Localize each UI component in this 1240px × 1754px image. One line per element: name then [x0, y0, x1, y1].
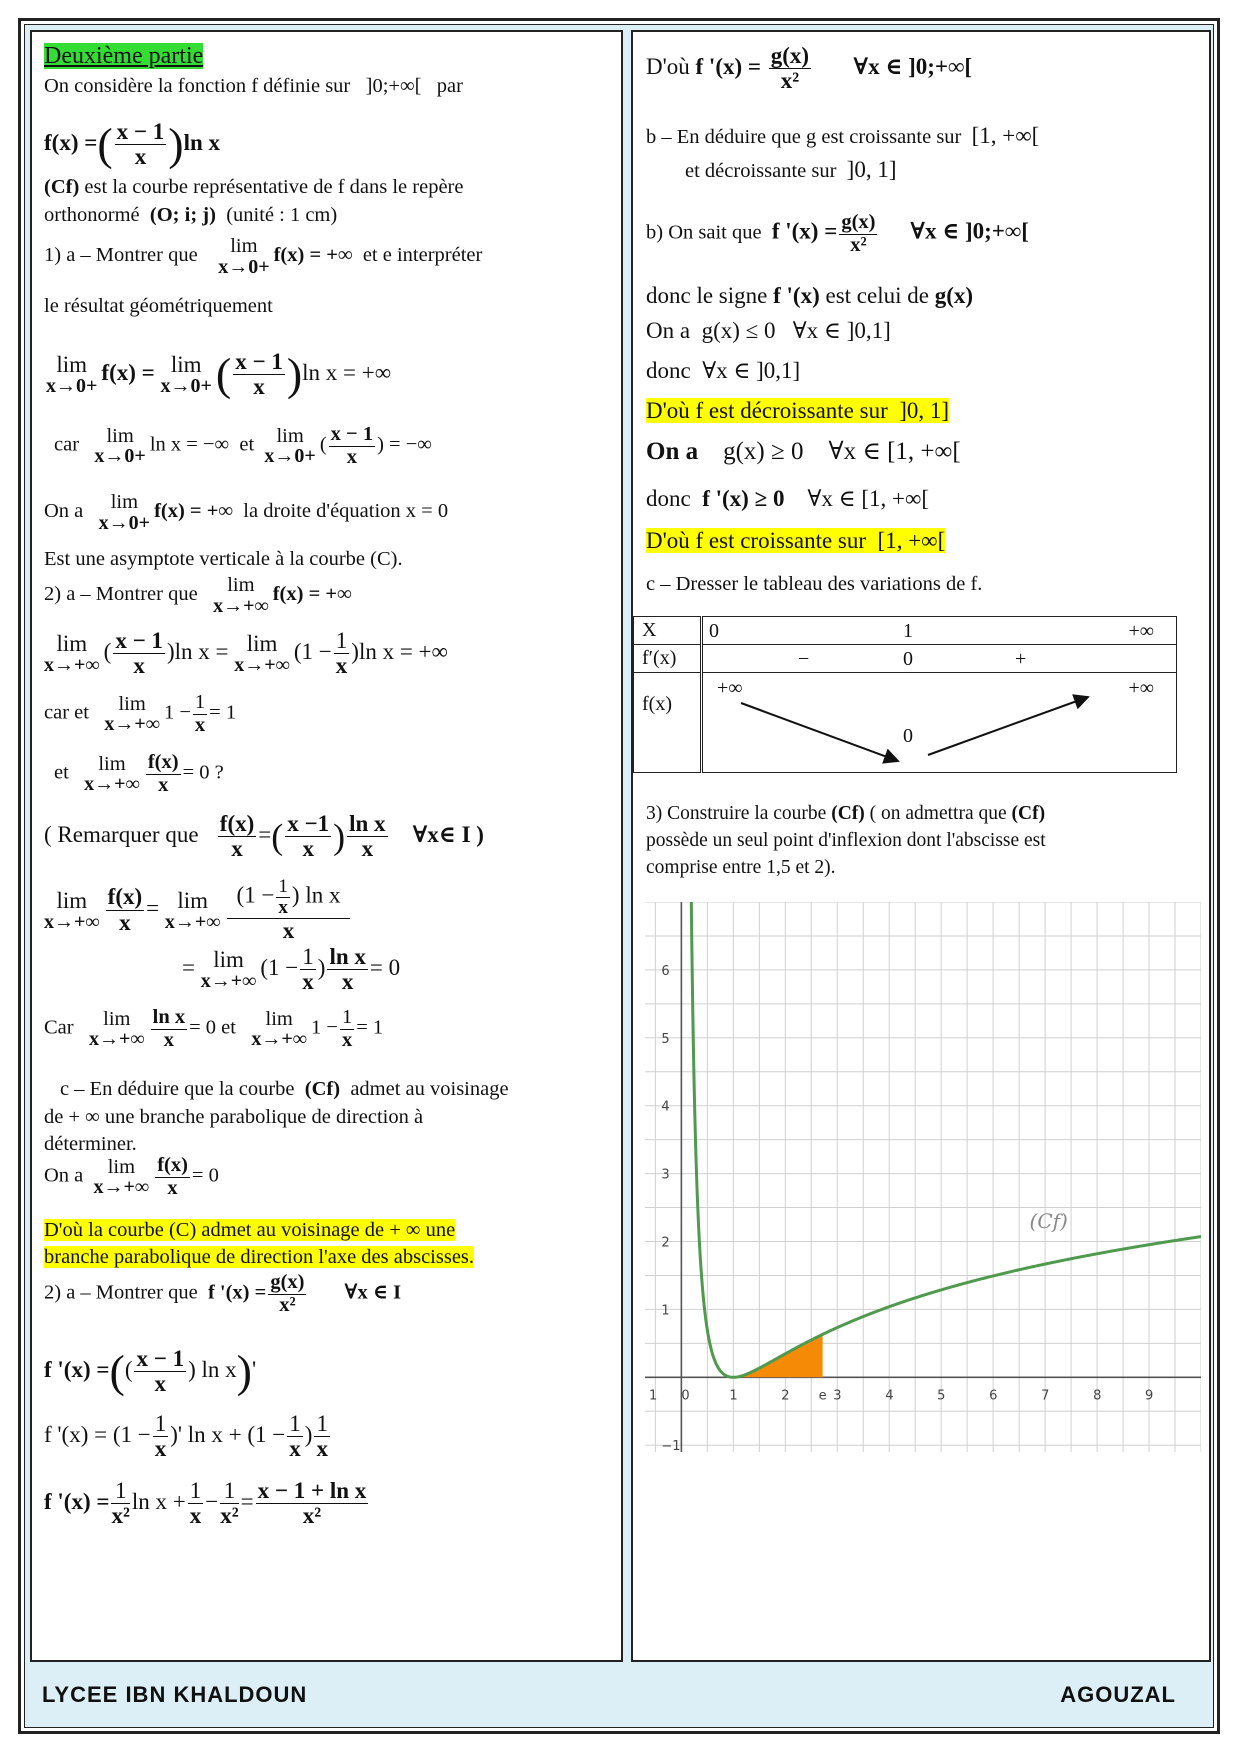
y-tick-label: 3	[661, 1167, 670, 1183]
e-label: e	[818, 1388, 827, 1404]
x-tick-label: 1	[729, 1388, 738, 1404]
question-2a-derivative: 2) a – Montrer que f '(x) = $\frac{g(x)}{\text{x²}}$ ∀x ∈ I	[44, 1271, 402, 1316]
footer	[30, 1668, 1210, 1720]
function-graph	[645, 902, 1201, 1452]
x-zero: 0	[709, 620, 719, 642]
graph-background	[645, 902, 1201, 1452]
derivative-step-1: f '(x) =(( $\frac{x - 1}{x}$ ) ln x)'	[44, 1345, 257, 1397]
f-minimum: 0	[903, 725, 913, 747]
x-tick-label: 4	[885, 1388, 894, 1404]
x-one: 1	[903, 620, 913, 642]
limit-step-6: et lim x→+∞ $\frac{f(x)}{x}$ = 0 ?	[54, 751, 224, 796]
x-tick-label: 8	[1093, 1388, 1102, 1404]
x-tick-label: 3	[833, 1388, 842, 1404]
x-tick-label: 0	[681, 1388, 690, 1404]
conclusion-line2: branche parabolique de direction l'axe des abscisses.	[44, 1246, 475, 1268]
curve-definition: (Cf) est la courbe représentative de f dans le repère	[44, 176, 464, 198]
y-tick-label: −1	[661, 1439, 681, 1452]
limit-step-10: On a lim x→+∞ $\frac{f(x)}{x}$ = 0	[44, 1154, 219, 1199]
question-c: c – Dresser le tableau des variations de f.	[646, 573, 983, 595]
cell-x-label: X	[634, 617, 702, 645]
question-2c-line2: de + ∞ une branche parabolique de direction à	[44, 1106, 424, 1128]
x-tick-label: 2	[781, 1388, 790, 1404]
fprime-positive: donc f '(x) ≥ 0 ∀x ∈ [1, +∞[	[646, 486, 930, 511]
question-2c: c – En déduire que la courbe (Cf) admet au voisinage	[60, 1078, 509, 1100]
g-positive: On a g(x) ≥ 0 ∀x ∈ [1, +∞[	[646, 438, 961, 465]
f-start-infinity: +∞	[717, 677, 743, 699]
variation-table	[633, 616, 1177, 773]
function-definition: f(x) =( $\frac{x - 1}{x}$ )ln x	[44, 118, 221, 170]
limit-step-3: On a lim x→0+ f(x) = +∞ la droite d'équation x = 0	[44, 491, 449, 534]
sign-intro: b) On sait que f '(x) = $\frac{g(x)}{\text{x²}}$ ∀x ∈ ]0;+∞[	[646, 211, 1029, 256]
section-title: Deuxième partie	[44, 43, 204, 69]
remark-line: ( Remarquer que $\frac{f(x)}{x}$ =( $\frac{x -1}{x}$ ) $\frac{\text{ln x}}{x}$ ∀x∈ I )	[44, 811, 484, 862]
question-2a: 2) a – Montrer que lim x→+∞ f(x) = +∞	[44, 574, 352, 617]
x-values-cell	[702, 617, 1177, 645]
conclusion-decreasing: D'où f est décroissante sur ]0, 1]	[646, 398, 950, 423]
increasing-arrow	[928, 697, 1088, 755]
left-column	[30, 30, 623, 1662]
derivative-result: D'où f '(x) = $\frac{g(x)}{\text{x²}}$ ∀x ∈ ]0;+∞[	[646, 43, 973, 94]
curve-label: (Cf)	[1029, 1208, 1068, 1233]
variation-arrows	[703, 673, 1173, 773]
y-tick-label: 2	[661, 1235, 670, 1251]
cell-fprime-label: f′(x)	[634, 645, 702, 673]
derivative-step-3: f '(x) = $\frac{1}{\text{x²}}$ ln x + $\frac{1}{x}$ − $\frac{1}{\text{x²}}$ = $\frac{\text{x − 1 + ln x}}{\text{x²}}$	[44, 1478, 367, 1529]
right-column	[631, 30, 1211, 1662]
x-tick-label: 5	[937, 1388, 946, 1404]
intro-line: On considère la fonction f définie sur ]0;+∞[ par	[44, 75, 463, 97]
limit-step-2: car lim x→0+ ln x = −∞ et lim x→0+ ( $\frac{x - 1}{x}$ ) = −∞	[54, 423, 432, 468]
y-tick-label: 4	[661, 1099, 670, 1115]
limit-step-4: lim x→+∞ ( $\frac{x - 1}{x}$ )ln x = lim x→+∞ (1 − $\frac{1}{x}$ )ln x = +∞	[44, 628, 448, 679]
f-end-infinity: +∞	[1128, 677, 1154, 699]
x-tick-label: 1	[649, 1388, 658, 1404]
limit-step-9: Car lim x→+∞ $\frac{\text{ln x}}{x}$ = 0 et lim x→+∞ 1 − $\frac{1}{x}$ = 1	[44, 1006, 384, 1051]
fprime-minus: −	[798, 648, 810, 670]
g-negative: On a g(x) ≤ 0 ∀x ∈ ]0,1]	[646, 318, 891, 343]
question-2c-line3: déterminer.	[44, 1133, 137, 1155]
y-tick-label: 5	[661, 1031, 670, 1047]
x-tick-label: 7	[1041, 1388, 1050, 1404]
y-tick-label: 6	[661, 963, 670, 979]
y-tick-label: 1	[661, 1303, 670, 1319]
conclusion-line1: D'où la courbe (C) admet au voisinage de + ∞ une	[44, 1219, 456, 1241]
asymptote-line: Est une asymptote verticale à la courbe (C).	[44, 548, 403, 570]
repere-line: orthonormé (O; i; j) (unité : 1 cm)	[44, 204, 338, 226]
fprime-values-cell	[702, 645, 1177, 673]
question-b-line2: et décroissante sur ]0, 1]	[685, 157, 897, 182]
conclusion-increasing: D'où f est croissante sur [1, +∞[	[646, 528, 946, 553]
question-3-line2: possède un seul point d'inflexion dont l'abscisse est	[646, 830, 1046, 851]
question-1a: 1) a – Montrer que lim x→0+ f(x) = +∞ et e interpréter	[44, 235, 483, 278]
fprime-zero: 0	[903, 648, 913, 670]
x-tick-label: 9	[1145, 1388, 1154, 1404]
f-values-cell	[702, 673, 1177, 773]
school-name: LYCEE IBN KHALDOUN	[42, 1682, 308, 1707]
x-infinity: +∞	[1128, 620, 1154, 642]
fprime-plus: +	[1015, 648, 1027, 670]
sign-line: donc le signe f '(x) est celui de g(x)	[646, 283, 974, 308]
limit-step-7: lim x→+∞ $\frac{f(x)}{x}$ = lim x→+∞ (1 − $\frac{1}{x}$ ) ln x x	[44, 877, 352, 943]
question-3: 3) Construire la courbe (Cf) ( on admettra que (Cf)	[646, 803, 1046, 824]
question-b: b – En déduire que g est croissante sur [1, +∞[	[646, 123, 1040, 148]
donc-line: donc ∀x ∈ ]0,1]	[646, 358, 801, 383]
question-1a-line2: le résultat géométriquement	[44, 295, 273, 317]
limit-step-1: lim x→0+ f(x) = lim x→0+ ( $\frac{x - 1}{x}$ )ln x = +∞	[46, 348, 392, 400]
limit-step-8: = lim x→+∞ (1 − $\frac{1}{x}$ ) $\frac{\text{ln x}}{x}$ = 0	[182, 944, 401, 995]
derivative-step-2: f '(x) = (1 − $\frac{1}{x}$ )' ln x + (1 − $\frac{1}{x}$ ) $\frac{1}{x}$	[44, 1411, 328, 1462]
x-tick-label: 6	[989, 1388, 998, 1404]
limit-step-5: car et lim x→+∞ 1 − $\frac{1}{x}$ = 1	[44, 691, 237, 736]
decreasing-arrow	[741, 703, 898, 761]
cell-f-label: f(x)	[634, 673, 702, 773]
author-name: AGOUZAL	[1060, 1682, 1176, 1707]
question-3-line3: comprise entre 1,5 et 2).	[646, 857, 836, 878]
